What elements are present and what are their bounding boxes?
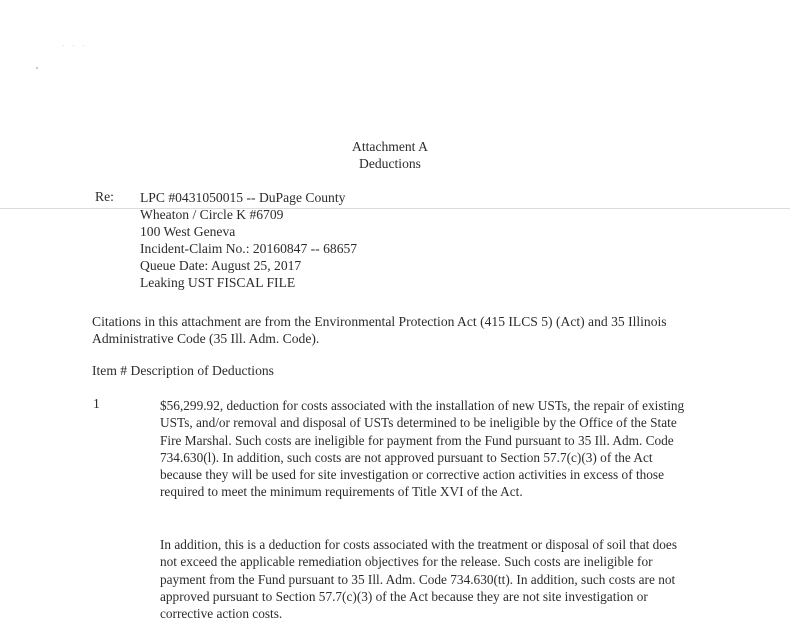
item-1-paragraph-1: $56,299.92, deduction for costs associated with the installation of new USTs, the repair of existing USTs, and/or removal and disposal of USTs determined to be ineligible by the Office of the State Fire Marshal. Such costs are ineligible for payment from the Fund pursuant to 35 Ill. Adm. Code 734.630(l). In addition, such costs are not approved pursuant to Section 57.7(c)(3) of the Act because they will be used for site investigation or corrective action activities in excess of those required to meet the minimum requirements of Title XVI of the Act. (160, 398, 685, 500)
scan-line (0, 208, 790, 209)
scan-speck (36, 67, 38, 69)
re-line-queue-date: Queue Date: August 25, 2017 (140, 258, 302, 273)
attachment-title: Attachment A (352, 139, 428, 154)
re-line-lpc: LPC #0431050015 -- DuPage County (140, 190, 346, 205)
item-1-paragraph-2: In addition, this is a deduction for costs associated with the treatment or disposal of soil that does not exceed the applicable remediation objectives for the release. Such costs are ineligible for payment from the Fund pursuant to 35 Ill. Adm. Code 734.630(tt). In addition, such costs are not approved pursuant to Section 57.7(c)(3) of the Act because they are not site investigation or corrective action costs. (160, 537, 678, 622)
items-header: Item # Description of Deductions (92, 363, 274, 378)
item-number: 1 (93, 396, 100, 411)
re-line-incident: Incident-Claim No.: 20160847 -- 68657 (140, 241, 358, 256)
re-label: Re: (95, 189, 114, 204)
re-line-address: 100 West Geneva (140, 224, 236, 239)
scan-specks: · · · (62, 42, 88, 50)
re-block (140, 189, 357, 291)
citations-paragraph: Citations in this attachment are from the Environmental Protection Act (415 ILCS 5) (Act) and 35 Illinois Administrative Code (35 Ill. Adm. Code). (92, 314, 667, 347)
re-line-site: Wheaton / Circle K #6709 (140, 207, 284, 222)
attachment-subtitle: Deductions (359, 156, 421, 171)
re-line-file: Leaking UST FISCAL FILE (140, 275, 296, 290)
